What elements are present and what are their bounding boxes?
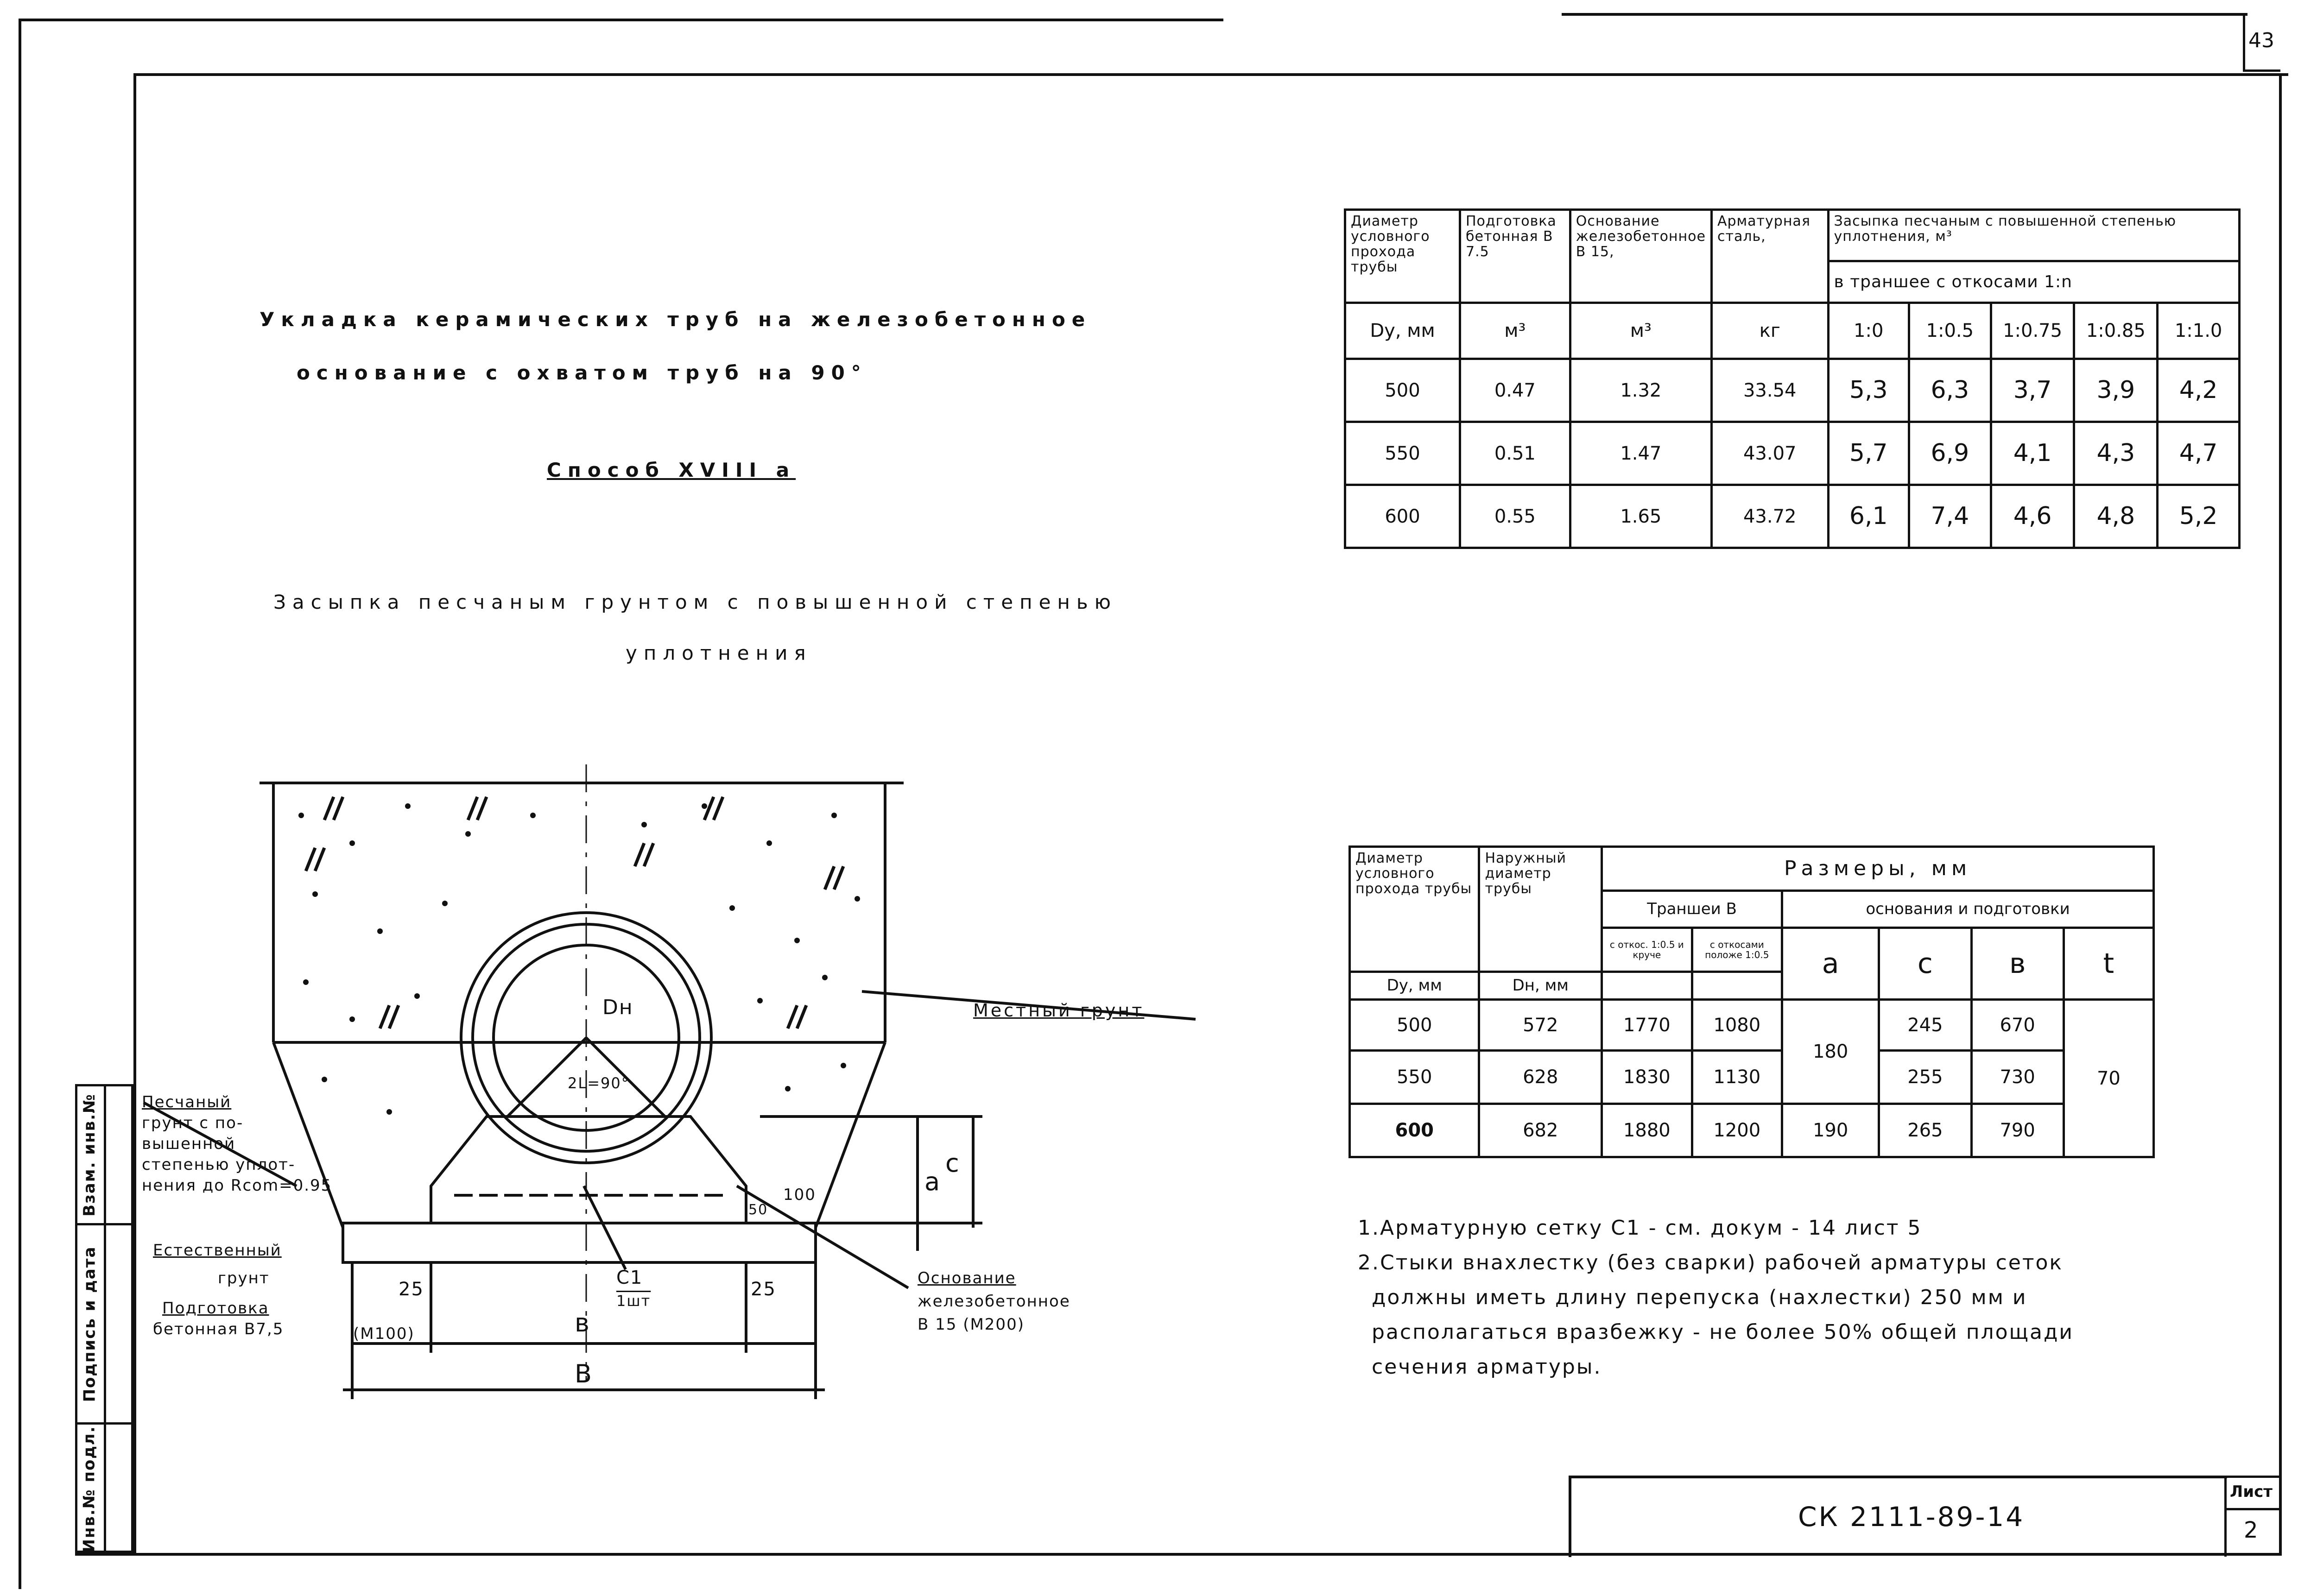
t1-unit-prep: м³ xyxy=(1460,303,1570,359)
t1-cell: 1.32 xyxy=(1570,359,1711,422)
t1-unit-steel: кг xyxy=(1711,303,1828,359)
t2-cell: 572 xyxy=(1479,1000,1602,1051)
t2-unit-outer: Dн, мм xyxy=(1479,972,1602,1000)
t1-cell: 4,3 xyxy=(2074,422,2158,485)
sand-hatching xyxy=(298,803,860,1115)
stamp-col-2: Подпись и дата xyxy=(80,1246,99,1402)
method-label: Способ XVIII а xyxy=(547,459,796,481)
note-2d: сечения арматуры. xyxy=(1372,1355,1602,1379)
t1-cell: 0.55 xyxy=(1460,485,1570,548)
title-line-1: Укладка керамических труб на железобетонное xyxy=(260,308,1092,331)
t2-cell: 1880 xyxy=(1602,1104,1692,1157)
t1-cell: 6,3 xyxy=(1909,359,1991,422)
label-dn: Dн xyxy=(602,996,633,1019)
label-base-3: В 15 (М200) xyxy=(918,1315,1025,1334)
t1-cell: 5,7 xyxy=(1828,422,1909,485)
t2-h-c: c xyxy=(1879,928,1971,1000)
label-prep-1: Подготовка xyxy=(162,1299,269,1318)
subtitle-line-2: уплотнения xyxy=(626,642,812,664)
note-2b: должны иметь длину перепуска (нахлестки) 250 мм и xyxy=(1372,1286,2027,1309)
t1-cell: 1.47 xyxy=(1570,422,1711,485)
t1-h-steel: Арматурная сталь, xyxy=(1711,210,1828,303)
t2-h-b: в xyxy=(1971,928,2064,1000)
t2-cell: 628 xyxy=(1479,1051,1602,1104)
label-sand-5: нения до Rcom=0.95 xyxy=(142,1176,332,1195)
t1-cell: 600 xyxy=(1345,485,1460,548)
t2-cell: 190 xyxy=(1782,1104,1879,1157)
dim-c: c xyxy=(945,1148,960,1178)
doc-code: СК 2111-89-14 xyxy=(1798,1501,2025,1533)
t1-cell: 4,7 xyxy=(2158,422,2240,485)
stamp-col-1: Инв.№ подл. xyxy=(80,1425,99,1552)
t1-cell: 5,2 xyxy=(2158,485,2240,548)
dim-b-small: в xyxy=(575,1308,590,1337)
t1-cell: 4,6 xyxy=(1991,485,2074,548)
t1-h-diameter: Диаметр условного прохода трубы xyxy=(1345,210,1460,303)
t1-cell: 1.65 xyxy=(1570,485,1711,548)
t2-cell: 1200 xyxy=(1692,1104,1782,1157)
label-sand-3: вышенной xyxy=(142,1135,236,1153)
t1-cell: 6,9 xyxy=(1909,422,1991,485)
t1-cell: 0.47 xyxy=(1460,359,1570,422)
t1-cell: 3,9 xyxy=(2074,359,2158,422)
t2-h-t: t xyxy=(2064,928,2153,1000)
t2-cell: 682 xyxy=(1479,1104,1602,1157)
label-mesh: С1 xyxy=(616,1267,643,1288)
note-1: 1.Арматурную сетку С1 - см. докум - 14 лист 5 xyxy=(1358,1216,1922,1240)
page-corner-number: 43 xyxy=(2248,29,2274,52)
t1-cell: 4,2 xyxy=(2158,359,2240,422)
t1-h-trench: в траншее с откосами 1:n xyxy=(1828,261,2239,303)
label-local-soil: Местный грунт xyxy=(973,1000,1145,1021)
label-angle: 2L=90° xyxy=(568,1074,630,1092)
t1-slope: 1:0.85 xyxy=(2074,303,2158,359)
dim-B: В xyxy=(575,1359,593,1388)
sheet-label: Лист xyxy=(2230,1482,2273,1501)
label-mesh-count: 1шт xyxy=(616,1292,651,1310)
label-prep-3: (М100) xyxy=(353,1325,415,1343)
dim-a: a xyxy=(924,1167,941,1196)
t2-cell: 1130 xyxy=(1692,1051,1782,1104)
t2-h-outer: Наружный диаметр трубы xyxy=(1479,847,1602,972)
t1-cell: 4,1 xyxy=(1991,422,2074,485)
t1-unit-diameter: Dу, мм xyxy=(1345,303,1460,359)
t2-cell: 600 xyxy=(1350,1104,1479,1157)
t1-cell: 33.54 xyxy=(1711,359,1828,422)
t2-cell: 1770 xyxy=(1602,1000,1692,1051)
t2-cell: 265 xyxy=(1879,1104,1971,1157)
t1-unit-base: м³ xyxy=(1570,303,1711,359)
label-sand-4: степенью уплот- xyxy=(142,1155,296,1174)
label-sand-2: грунт с по- xyxy=(142,1114,244,1132)
t2-cell: 1830 xyxy=(1602,1051,1692,1104)
t2-cell: 730 xyxy=(1971,1051,2064,1104)
t2-cell-a-merged: 180 xyxy=(1782,1000,1879,1104)
label-natural-2: грунт xyxy=(218,1269,270,1287)
t1-h-prep: Подготовка бетонная В 7.5 xyxy=(1460,210,1570,303)
title-line-2: основание с охватом труб на 90° xyxy=(297,361,867,384)
label-prep-2: бетонная В7,5 xyxy=(153,1320,284,1338)
dim-50: 50 xyxy=(748,1202,768,1218)
t1-slope: 1:0.75 xyxy=(1991,303,2074,359)
label-base-1: Основание xyxy=(918,1269,1016,1287)
sheet-number: 2 xyxy=(2244,1517,2258,1543)
t2-cell: 790 xyxy=(1971,1104,2064,1157)
note-2a: 2.Стыки внахлестку (без сварки) рабочей арматуры сеток xyxy=(1358,1251,2064,1274)
t1-cell: 3,7 xyxy=(1991,359,2074,422)
t1-cell: 0.51 xyxy=(1460,422,1570,485)
t2-h-base-prep: основания и подготовки xyxy=(1782,891,2154,928)
t1-cell: 43.07 xyxy=(1711,422,1828,485)
stamp-col-3: Взам. инв.№ xyxy=(80,1093,99,1217)
t2-cell: 550 xyxy=(1350,1051,1479,1104)
t1-cell: 7,4 xyxy=(1909,485,1991,548)
t2-cell: 255 xyxy=(1879,1051,1971,1104)
t1-cell: 43.72 xyxy=(1711,485,1828,548)
t1-slope: 1:0.5 xyxy=(1909,303,1991,359)
t2-cell: 500 xyxy=(1350,1000,1479,1051)
t2-h-diameter: Диаметр условного прохода трубы xyxy=(1350,847,1479,972)
t2-cell-t-merged: 70 xyxy=(2064,1000,2153,1157)
t2-cell: 245 xyxy=(1879,1000,1971,1051)
dim-100: 100 xyxy=(783,1186,816,1204)
t1-cell: 5,3 xyxy=(1828,359,1909,422)
t2-h-trench: Траншеи В xyxy=(1602,891,1782,928)
t2-unit-diameter: Dу, мм xyxy=(1350,972,1479,1000)
t1-slope: 1:1.0 xyxy=(2158,303,2240,359)
t2-cell: 670 xyxy=(1971,1000,2064,1051)
note-2c: располагаться вразбежку - не более 50% общей площади xyxy=(1372,1320,2074,1344)
t1-cell: 550 xyxy=(1345,422,1460,485)
t1-cell: 500 xyxy=(1345,359,1460,422)
dim-25-right: 25 xyxy=(751,1279,776,1300)
dim-25-left: 25 xyxy=(399,1279,424,1300)
t2-h-slope-a: с откос. 1:0.5 и круче xyxy=(1602,928,1692,972)
t1-h-base: Основание железобетонное В 15, xyxy=(1570,210,1711,303)
label-natural-1: Естественный xyxy=(153,1241,282,1260)
t1-slope: 1:0 xyxy=(1828,303,1909,359)
t2-h-sizes: Размеры, мм xyxy=(1602,847,2154,891)
t1-cell: 6,1 xyxy=(1828,485,1909,548)
subtitle-line-1: Засыпка песчаным грунтом с повышенной степенью xyxy=(273,591,1117,613)
t2-cell: 1080 xyxy=(1692,1000,1782,1051)
t1-cell: 4,8 xyxy=(2074,485,2158,548)
label-base-2: железобетонное xyxy=(918,1292,1070,1311)
t2-h-a: a xyxy=(1782,928,1879,1000)
label-sand-1: Песчаный xyxy=(142,1093,232,1111)
t2-h-slope-b: с откосами положе 1:0.5 xyxy=(1692,928,1782,972)
t1-h-backfill: Засыпка песчаным с повышенной степенью уплотнения, м³ xyxy=(1828,210,2239,261)
